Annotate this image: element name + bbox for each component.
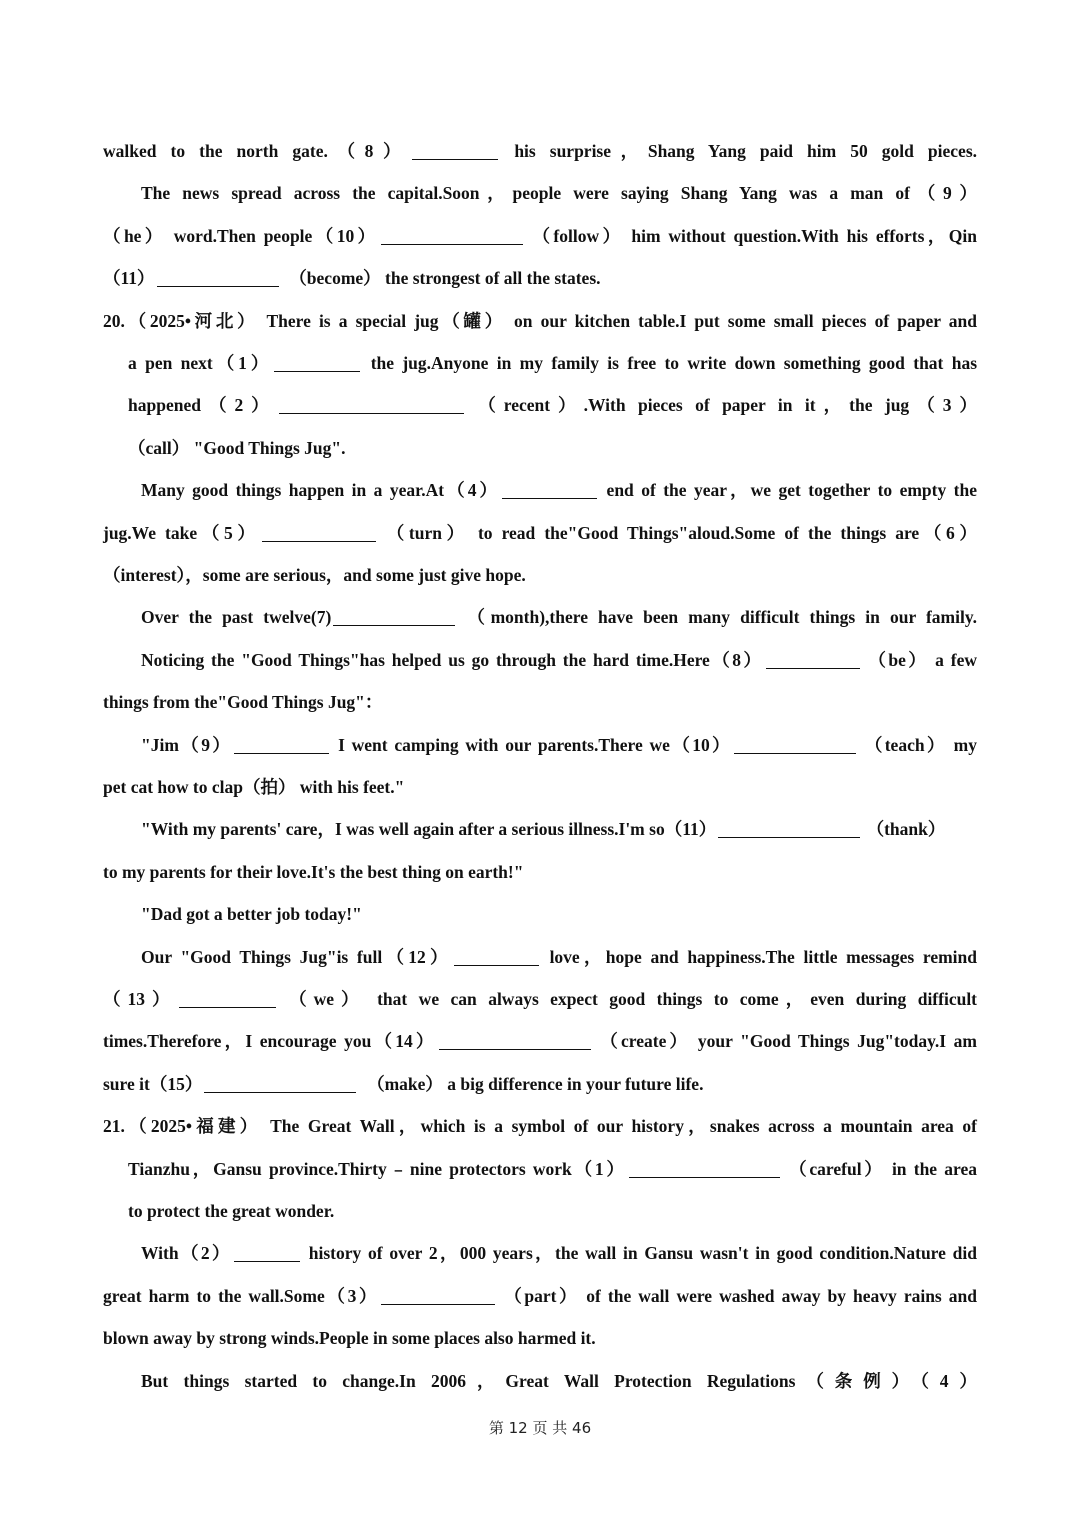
- text-line: Many good things happen in a year.At（4） end of the year，we get together to empty the: [141, 480, 977, 500]
- answer-blank[interactable]: [204, 1074, 356, 1093]
- answer-blank[interactable]: [381, 1286, 495, 1305]
- answer-blank[interactable]: [262, 523, 376, 542]
- answer-blank[interactable]: [234, 735, 329, 754]
- text-line: Over the past twelve(7) （month),there have been many difficult things in our family.: [141, 607, 978, 627]
- answer-blank[interactable]: [157, 268, 279, 287]
- answer-blank[interactable]: [502, 480, 597, 499]
- text-line: pet cat how to clap（拍） with his feet.": [103, 777, 405, 797]
- text-line: Noticing the "Good Things"has helped us go through the hard time.Here（8） （be） a few: [141, 650, 977, 670]
- text-line: （call） "Good Things Jug".: [128, 438, 346, 458]
- answer-blank[interactable]: [454, 947, 539, 966]
- answer-blank[interactable]: [412, 141, 498, 160]
- text-line: （11） （become） the strongest of all the states.: [103, 268, 601, 288]
- text-line: With（2） history of over 2，000 years，the wall in Gansu wasn't in good condition.Nature did: [141, 1243, 978, 1263]
- answer-blank[interactable]: [734, 735, 856, 754]
- text-line: Tianzhu，Gansu province.Thirty﹣nine protectors work（1） （careful） in the area: [128, 1159, 978, 1179]
- text-line: jug.We take（5） （turn） to read the"Good Things"aloud.Some of the things are（6）: [103, 523, 977, 543]
- text-line: blown away by strong winds.People in some places also harmed it.: [103, 1328, 596, 1348]
- question-20-heading: 20.（2025•河北） There is a special jug（罐） on our kitchen table.I put some small pieces of paper and: [103, 311, 977, 331]
- text-line: "Jim（9） I went camping with our parents.There we（10） （teach） my: [141, 735, 977, 755]
- text-line: But things started to change.In 2006，Great Wall Protection Regulations（条例）（4）: [141, 1371, 977, 1391]
- text-line: "With my parents' care，I was well again after a serious illness.I'm so（11） （thank）: [141, 819, 946, 839]
- text-line: things from the"Good Things Jug"：: [103, 692, 383, 712]
- answer-blank[interactable]: [333, 607, 455, 626]
- text-line: "Dad got a better job today!": [141, 904, 362, 924]
- text-line: a pen next（1） the jug.Anyone in my family is free to write down something good that has: [128, 353, 978, 373]
- text-line: （he） word.Then people（10） （follow） him without question.With his efforts，Qin: [103, 226, 978, 246]
- question-21-heading: 21.（2025•福建） The Great Wall，which is a symbol of our history，snakes across a mountain area of: [103, 1116, 977, 1136]
- text-line: happened（2） （recent）.With pieces of paper in it，the jug（3）: [128, 395, 978, 415]
- text-line: walked to the north gate.（8） his surprise，Shang Yang paid him 50 gold pieces.: [103, 141, 978, 161]
- text-line: to my parents for their love.It's the best thing on earth!": [103, 862, 524, 882]
- text-line: The news spread across the capital.Soon，people were saying Shang Yang was a man of（9）: [141, 183, 977, 203]
- answer-blank[interactable]: [179, 989, 276, 1008]
- answer-blank[interactable]: [381, 226, 523, 245]
- answer-blank[interactable]: [279, 395, 464, 414]
- text-line: sure it（15） （make） a big difference in your future life.: [103, 1074, 704, 1094]
- text-line: times.Therefore，I encourage you（14） （create） your "Good Things Jug"today.I am: [103, 1031, 978, 1051]
- text-line: Our "Good Things Jug"is full（12） love，hope and happiness.The little messages remind: [141, 947, 977, 967]
- answer-blank[interactable]: [234, 1243, 300, 1262]
- answer-blank[interactable]: [439, 1031, 591, 1050]
- text-line: to protect the great wonder.: [128, 1201, 335, 1221]
- answer-blank[interactable]: [766, 650, 860, 669]
- answer-blank[interactable]: [718, 819, 860, 838]
- text-line: great harm to the wall.Some（3） （part） of the wall were washed away by heavy rains and: [103, 1286, 977, 1306]
- answer-blank[interactable]: [629, 1159, 780, 1178]
- answer-blank[interactable]: [274, 353, 360, 372]
- page-number-footer: 第 12 页 共 46: [488, 1419, 592, 1437]
- text-line: （interest），some are serious，and some just give hope.: [103, 565, 526, 585]
- text-line: （13） （we） that we can always expect good things to come，even during difficult: [103, 989, 978, 1009]
